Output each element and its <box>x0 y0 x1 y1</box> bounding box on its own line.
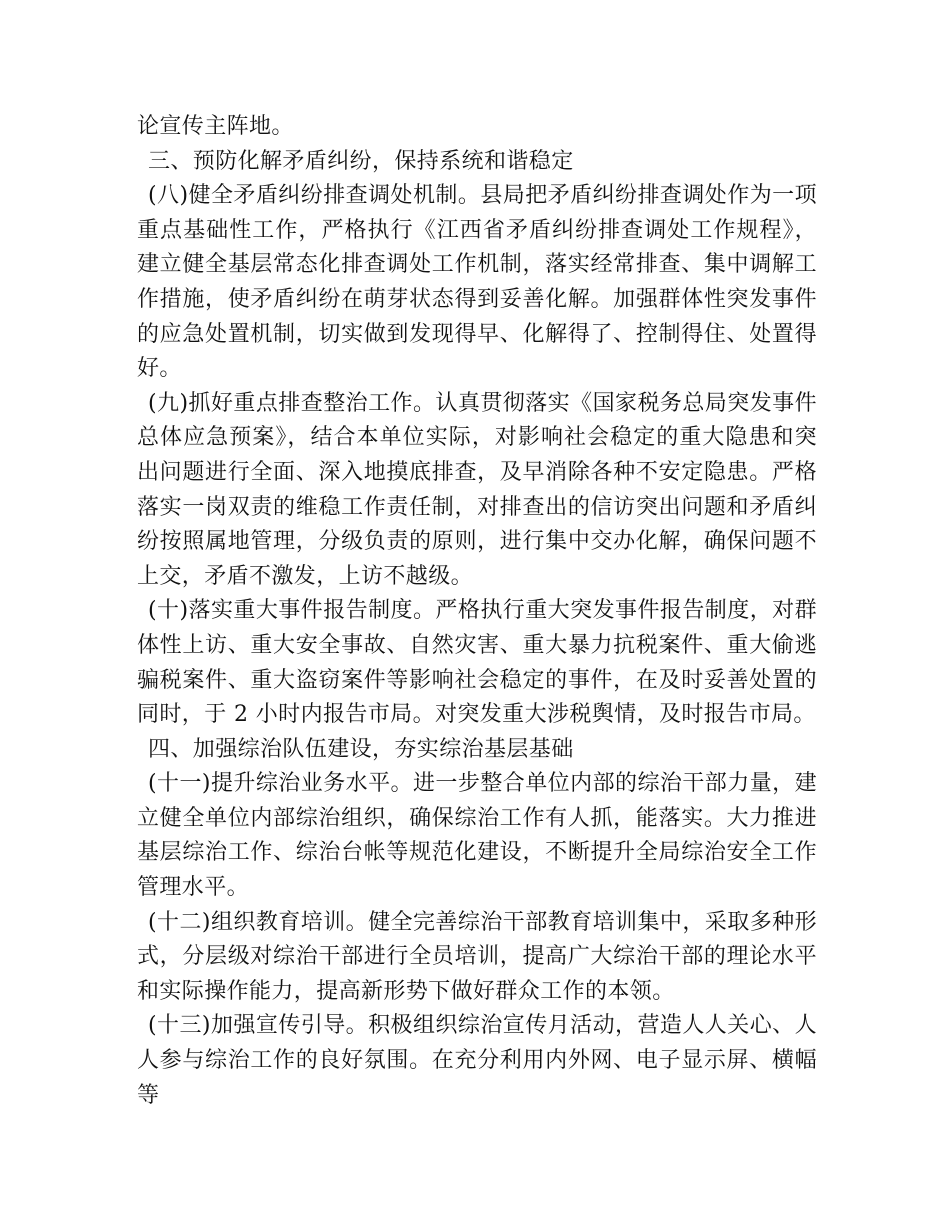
paragraph-item-11: (十一)提升综治业务水平。进一步整合单位内部的综治干部力量，建立健全单位内部综治组织，确保综治工作有人抓，能落实。大力推进基层综治工作、综治台帐等规范化建设，不断提升全局综治安全工作管理水平。 <box>137 771 817 901</box>
paragraph-item-12: (十二)组织教育培训。健全完善综治干部教育培训集中，采取多种形式，分层级对综治干部进行全员培训，提高广大综治干部的理论水平和实际操作能力，提高新形势下做好群众工作的本领。 <box>137 909 817 1004</box>
paragraph-item-13: (十三)加强宣传引导。积极组织综治宣传月活动，营造人人关心、人人参与综治工作的良好氛围。在充分利用内外网、电子显示屏、横幅等 <box>137 1013 817 1108</box>
paragraph-item-9: (九)抓好重点排查整治工作。认真贯彻落实《国家税务总局突发事件总体应急预案》，结合本单位实际，对影响社会稳定的重大隐患和突出问题进行全面、深入地摸底排查，及早消除各种不安定隐患。严格落实一岗双责的维稳工作责任制，对排查出的信访突出问题和矛盾纠纷按照属地管理，分级负责的原则，进行集中交办化解，确保问题不上交，矛盾不激发，上访不越级。 <box>137 390 817 589</box>
section-heading-4: 四、加强综治队伍建设，夯实综治基层基础 <box>148 736 574 762</box>
section-heading-3: 三、预防化解矛盾纠纷，保持系统和谐稳定 <box>148 148 574 174</box>
paragraph-item-8: (八)健全矛盾纠纷排查调处机制。县局把矛盾纠纷排查调处作为一项重点基础性工作，严格执行《江西省矛盾纠纷排查调处工作规程》，建立健全基层常态化排查调处工作机制，落实经常排查、集中调解工作措施，使矛盾纠纷在萌芽状态得到妥善化解。加强群体性突发事件的应急处置机制，切实做到发现得早、化解得了、控制得住、处置得好。 <box>137 183 817 382</box>
paragraph-item-10: (十)落实重大事件报告制度。严格执行重大突发事件报告制度，对群体性上访、重大安全事故、自然灾害、重大暴力抗税案件、重大偷逃骗税案件、重大盗窃案件等影响社会稳定的事件，在及时妥善处置的同时，于 2 小时内报告市局。对突发重大涉税舆情，及时报告市局。 <box>137 598 817 728</box>
paragraph-continuation: 论宣传主阵地。 <box>137 114 294 139</box>
document-body <box>137 110 817 1113</box>
